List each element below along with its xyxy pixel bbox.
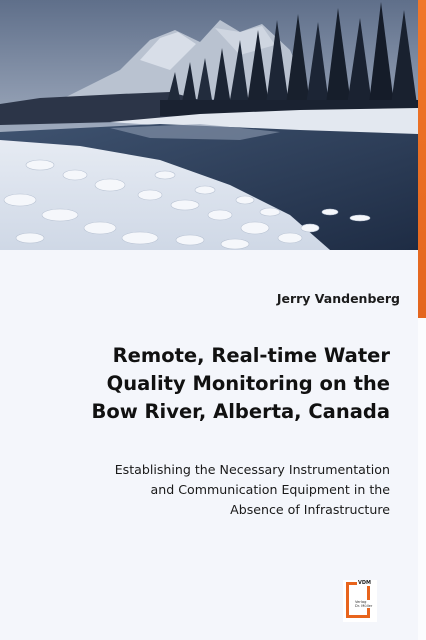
subtitle-line: Absence of Infrastructure [230, 502, 390, 517]
publisher-logo-mark: VDM [358, 580, 371, 586]
title-line: Quality Monitoring on the [106, 372, 390, 395]
publisher-logo-subline: Verlag [355, 600, 367, 604]
cover-photo-winter-river [0, 0, 418, 250]
book-title [20, 342, 390, 426]
subtitle-line: and Communication Equipment in the [150, 482, 390, 497]
subtitle-line: Establishing the Necessary Instrumentation [114, 462, 390, 477]
publisher-logo-subtext [354, 600, 373, 608]
orange-accent-strip [418, 0, 426, 318]
title-line: Remote, Real-time Water [112, 344, 390, 367]
publisher-logo [343, 580, 377, 622]
publisher-logo-subline: Dr. Müller [355, 604, 373, 608]
title-line: Bow River, Alberta, Canada [91, 400, 390, 423]
book-subtitle [20, 460, 390, 520]
author-name: Jerry Vandenberg [276, 291, 400, 306]
cover-edge [418, 318, 426, 640]
